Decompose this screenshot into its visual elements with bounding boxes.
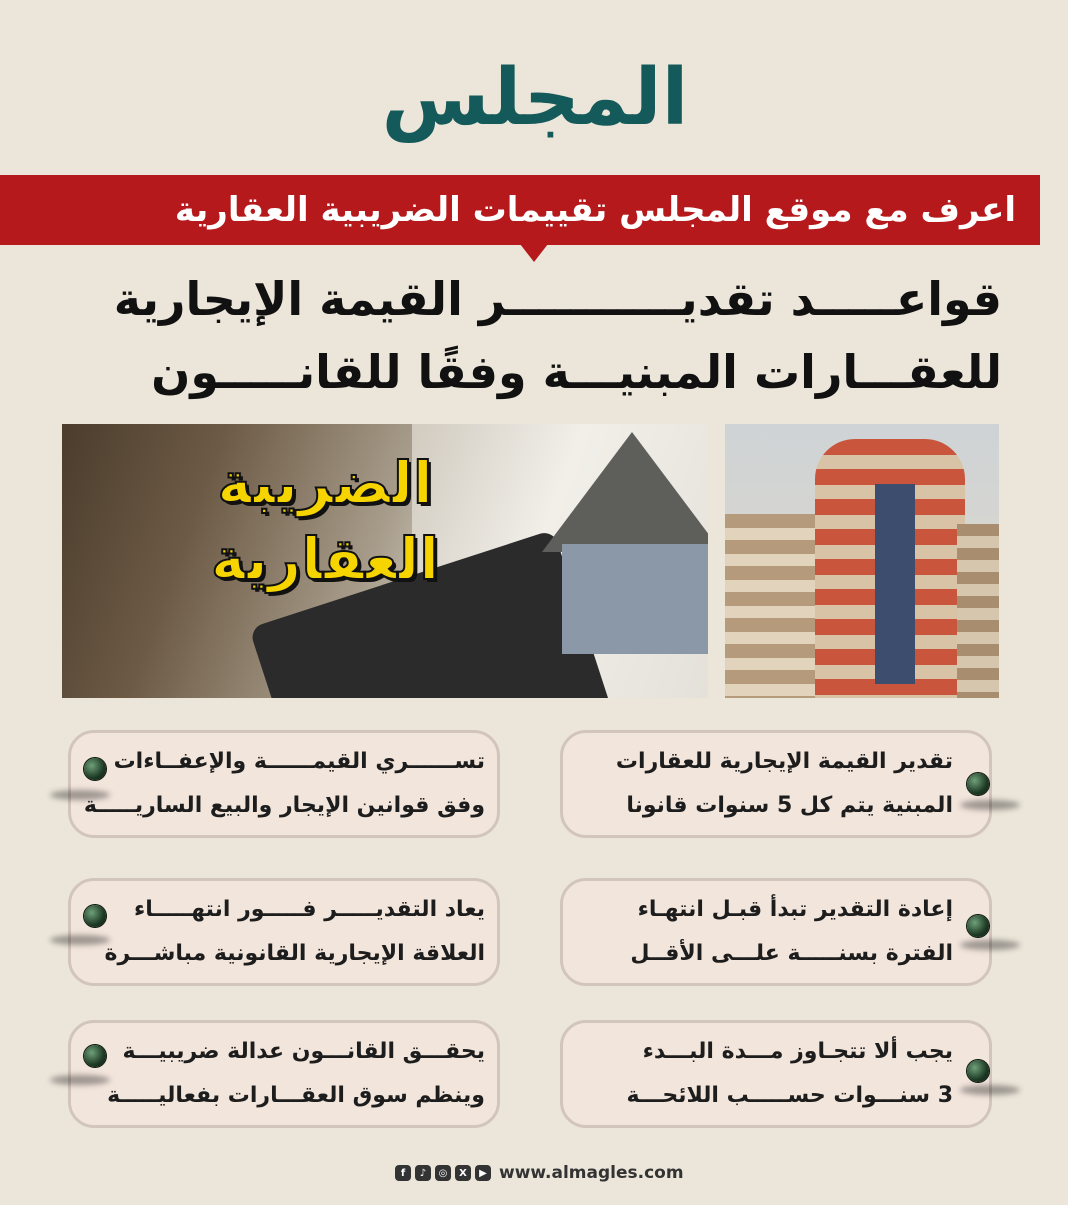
card-line-1: يحقـــق القانـــون عدالة ضريبيـــة [122,1039,485,1064]
card-line-2: 3 سنـــوات حســـــب اللائحـــة [626,1083,953,1108]
pin-icon [84,1045,106,1067]
fact-card [68,1020,500,1128]
house-model-roof [542,432,708,552]
fact-card [560,730,992,838]
footer [395,1160,684,1186]
banner-notch [520,244,548,262]
card-line-2: وفق قوانين الإيجار والبيع الساريـــــة [83,793,485,818]
facebook-icon[interactable]: f [395,1165,411,1181]
fact-card [560,1020,992,1128]
building-side [725,514,820,698]
x-icon[interactable]: X [455,1165,471,1181]
pin-shadow [960,1085,1020,1095]
building-photo [725,424,999,698]
pin-icon [967,1060,989,1082]
tiktok-icon[interactable]: ♪ [415,1165,431,1181]
house-model-body [562,544,708,654]
overlay-line-1: الضريبة [217,449,433,517]
instagram-icon[interactable]: ◎ [435,1165,451,1181]
pin-icon [84,905,106,927]
logo: المجلس [381,52,689,143]
pin-shadow [50,790,110,800]
fact-card [68,730,500,838]
building-glass [875,484,915,684]
card-line-1: تســــــري القيمــــــة والإعفــاءات [113,749,485,774]
pin-shadow [960,940,1020,950]
card-line-2: العلاقة الإيجارية القانونية مباشـــرة [104,941,485,966]
card-line-1: يعاد التقديـــــر فـــــور انتهـــــاء [134,897,485,922]
card-line-1: إعادة التقدير تبدأ قبـل انتهـاء [637,897,953,922]
pin-shadow [50,1075,110,1085]
website-link[interactable]: www.almagles.com [499,1163,684,1183]
card-line-1: يجب ألا تتجـاوز مـــدة البـــدء [642,1039,953,1064]
card-line-2: المبنية يتم كل 5 سنوات قانونا [626,793,953,818]
pin-icon [967,773,989,795]
pin-shadow [50,935,110,945]
overlay-line-2: العقارية [210,525,440,593]
headline-line-1: قواعـــــد تقديـــــــــــر القيمة الإيجارية [113,272,1002,326]
fact-card [560,878,992,986]
building-right [957,524,999,698]
pin-shadow [960,800,1020,810]
youtube-icon[interactable]: ▶ [475,1165,491,1181]
pin-icon [967,915,989,937]
pin-icon [84,758,106,780]
banner-title: اعرف مع موقع المجلس تقييمات الضريبية العقارية [174,190,1016,230]
headline-line-2: للعقـــارات المبنيـــة وفقًا للقانـــــون [151,345,1002,399]
card-line-2: الفترة بسنـــــة علـــى الأقــل [630,941,953,966]
fact-card [68,878,500,986]
card-line-2: وينظم سوق العقـــارات بفعاليـــــة [107,1083,485,1108]
tax-photo-overlay-text [175,445,475,597]
card-line-1: تقدير القيمة الإيجارية للعقارات [615,749,953,774]
